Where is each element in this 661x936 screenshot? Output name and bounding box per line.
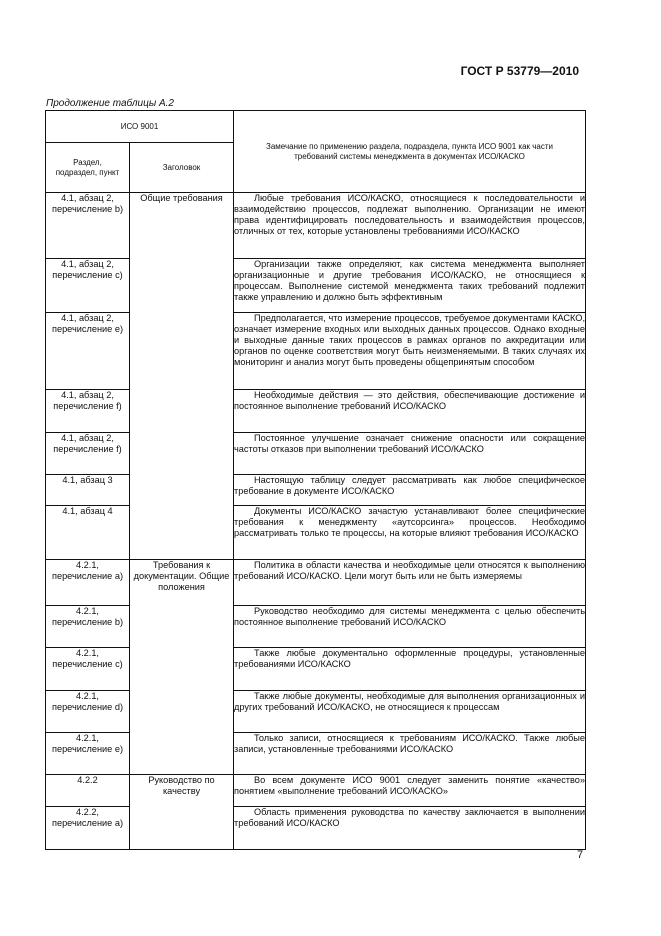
note-cell: Постоянное улучшение означает снижение опасности или сокращение частоты отказов при выполнении требований ИСО/КАСКО <box>234 433 586 475</box>
note-cell: Также любые документально оформленные процедуры, установленные требованиями ИСО/КАСКО <box>234 648 586 691</box>
section-cell: 4.2.1, перечисление a) <box>46 560 130 606</box>
note-cell: Во всем документе ИСО 9001 следует заменить понятие «качество» понятием «выполнение требований ИСО/КАСКО» <box>234 775 586 807</box>
note-cell: Необходимые действия — это действия, обеспечивающие достижение и постоянное выполнение требований ИСО/КАСКО <box>234 390 586 433</box>
section-cell: 4.1, абзац 2, перечисление b) <box>46 193 130 259</box>
iso-9001-header: ИСО 9001 <box>46 111 234 143</box>
heading-cell: Общие требования <box>130 193 234 560</box>
note-column-header: Замечание по применению раздела, подраздела, пункта ИСО 9001 как части требований системы менеджмента в документах ИСО/КАСКО <box>234 111 586 193</box>
section-cell: 4.2.1, перечисление d) <box>46 691 130 733</box>
table-row <box>46 475 586 506</box>
section-cell: 4.2.1, перечисление c) <box>46 648 130 691</box>
section-cell: 4.1, абзац 3 <box>46 475 130 506</box>
section-cell: 4.1, абзац 2, перечисление f) <box>46 433 130 475</box>
table-row <box>46 775 586 807</box>
note-cell: Только записи, относящиеся к требованиям ИСО/КАСКО. Также любые записи, установленные требованиями ИСО/КАСКО <box>234 733 586 775</box>
note-cell: Политика в области качества и необходимые цели относятся к выполнению требований ИСО/КАСКО. Цели могут быть или не быть измеряемы <box>234 560 586 606</box>
table-continuation-caption: Продолжение таблицы А.2 <box>46 98 174 109</box>
table-row <box>46 733 586 775</box>
section-cell: 4.2.2, перечисление a) <box>46 807 130 850</box>
heading-cell: Руководство по качеству <box>130 775 234 850</box>
note-cell: Предполагается, что измерение процессов, требуемое документами КАСКО, означает измерение входных или выходных данных процессов. Однако входные и выходные данные таких процессов в рамках органов по аккредитации или органов по оценке соответствия могут быть неизменяемыми. В таких случаях их мониторинг и анализ могут быть проведены общепринятым способом <box>234 313 586 390</box>
table-row <box>46 193 586 259</box>
note-cell: Документы ИСО/КАСКО зачастую устанавливают более специфические требования к менеджменту «аутсорсинга» процессов. Необходимо рассматривать только те процессы, на которые влияют требования ИСО/КАСКО <box>234 506 586 560</box>
section-cell: 4.1, абзац 2, перечисление e) <box>46 313 130 390</box>
table-row <box>46 506 586 560</box>
section-cell: 4.2.1, перечисление e) <box>46 733 130 775</box>
heading-cell: Требования к документации. Общие положения <box>130 560 234 775</box>
table-row <box>46 691 586 733</box>
table-row <box>46 390 586 433</box>
table-row <box>46 433 586 475</box>
note-cell: Также любые документы, необходимые для выполнения организационных и других требований ИСО/КАСКО, не относящиеся к процессам <box>234 691 586 733</box>
note-cell: Любые требования ИСО/КАСКО, относящиеся к последовательности и взаимодействию процессов, подлежат выполнению. Организации не имеют права идентифицировать последовательность и взаимодействия процессов, отличных от тех, которые установлены требованиями ИСО/КАСКО <box>234 193 586 259</box>
section-cell: 4.1, абзац 2, перечисление f) <box>46 390 130 433</box>
section-cell: 4.1, абзац 2, перечисление c) <box>46 259 130 313</box>
note-cell: Настоящую таблицу следует рассматривать как любое специфическое требование в документе ИСО/КАСКО <box>234 475 586 506</box>
section-cell: 4.1, абзац 4 <box>46 506 130 560</box>
section-column-header: Раздел, подраздел, пункт <box>46 143 130 193</box>
note-cell: Руководство необходимо для системы менеджмента с целью обеспечить постоянное выполнение требований ИСО/КАСКО <box>234 606 586 648</box>
table-row <box>46 560 586 606</box>
requirements-table <box>45 110 586 850</box>
note-cell: Организации также определяют, как система менеджмента выполняет организационные и другие требования ИСО/КАСКО, не относящиеся к процессам. Выполнение системой менеджмента таких требований подлежит также управлению и должно быть эффективным <box>234 259 586 313</box>
table-row <box>46 648 586 691</box>
table-row <box>46 259 586 313</box>
table-row <box>46 313 586 390</box>
table-row <box>46 807 586 850</box>
section-cell: 4.2.1, перечисление b) <box>46 606 130 648</box>
note-cell: Область применения руководства по качеству заключается в выполнении требований ИСО/КАСКО <box>234 807 586 850</box>
document-number: ГОСТ Р 53779—2010 <box>460 64 579 78</box>
table-row <box>46 606 586 648</box>
page-number: 7 <box>577 849 584 861</box>
section-cell: 4.2.2 <box>46 775 130 807</box>
heading-column-header: Заголовок <box>130 143 234 193</box>
